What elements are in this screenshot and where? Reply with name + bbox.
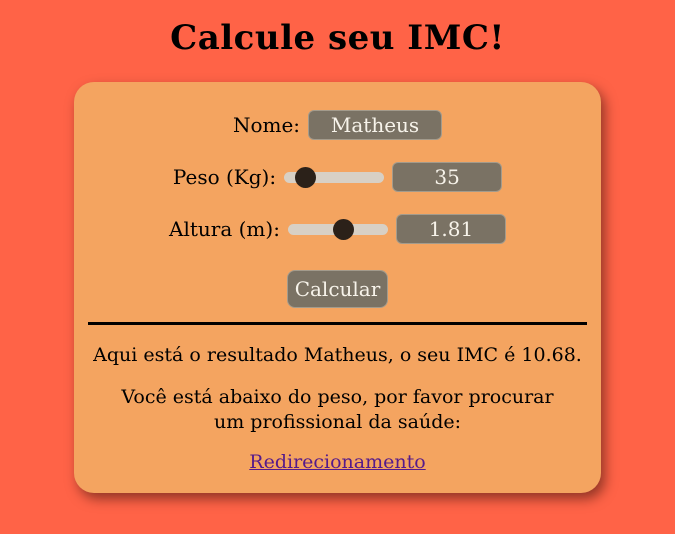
calculate-button[interactable]: Calcular (287, 270, 388, 308)
calculate-row (88, 270, 587, 308)
result-summary: Aqui está o resultado Matheus, o seu IMC é 10.68. (93, 344, 582, 366)
link-row (88, 451, 587, 473)
weight-slider[interactable] (284, 172, 384, 183)
name-input[interactable] (308, 110, 442, 140)
weight-label: Peso (Kg): (172, 165, 277, 189)
result-divider (88, 322, 587, 325)
height-input[interactable] (396, 214, 506, 244)
height-label: Altura (m): (169, 217, 280, 241)
weight-row (88, 162, 587, 192)
page-title: Calcule seu IMC! (170, 18, 505, 58)
name-row (88, 110, 587, 140)
name-label: Nome: (232, 113, 301, 137)
height-slider[interactable] (288, 224, 388, 235)
imc-card (74, 82, 601, 493)
result-advice: Você está abaixo do peso, por favor procurar um profissional da saúde: (121, 386, 554, 433)
height-row (88, 214, 587, 244)
redirect-link[interactable]: Redirecionamento (249, 451, 426, 474)
weight-input[interactable] (392, 162, 502, 192)
